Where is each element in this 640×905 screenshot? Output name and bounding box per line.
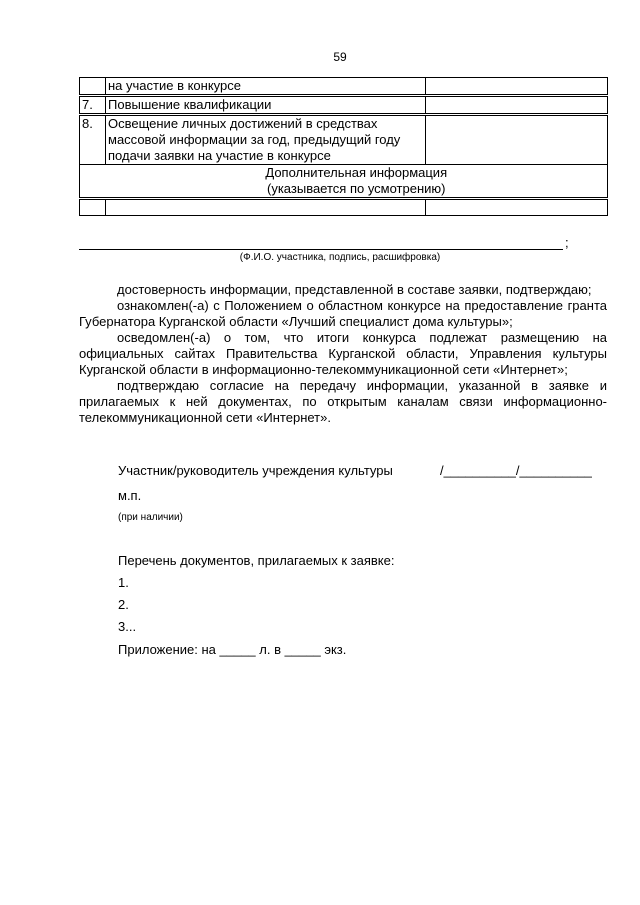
- table-row-additional-info: [80, 165, 608, 199]
- table-row: [80, 96, 608, 115]
- approval-label: Участник/руководитель учреждения культуры: [118, 463, 393, 478]
- stamp-label: м.п.: [118, 488, 142, 503]
- table-row: [80, 115, 608, 165]
- row-number: 7.: [80, 96, 106, 115]
- signature-caption: (Ф.И.О. участника, подпись, расшифровка): [239, 252, 441, 263]
- page-number: 59: [333, 50, 347, 64]
- stamp-note: (при наличии): [118, 512, 183, 523]
- statements-block: [79, 282, 607, 426]
- statement-informed: осведомлен(-а) о том, что итоги конкурса подлежат размещению на официальных сайтах Правительства Курганской области, Управления культуры Курганской области в информационно-телекоммуникационной сети «Интернет»;: [79, 330, 607, 377]
- attachment-line: Приложение: на _____ л. в _____ экз.: [118, 642, 347, 657]
- additional-info-subtitle: (указывается по усмотрению): [267, 181, 446, 196]
- statement-acquainted: ознакомлен(-а) с Положением о областном конкурсе на предоставление гранта Губернатора Курганской области «Лучший специалист дома культуры»;: [79, 298, 607, 329]
- approval-signature-blanks: /__________/__________: [440, 463, 592, 478]
- document-item: 3...: [118, 619, 137, 634]
- row-number: 8.: [80, 115, 106, 165]
- additional-info-header: [106, 165, 608, 199]
- documents-heading: Перечень документов, прилагаемых к заявке:: [118, 553, 395, 568]
- document-item: 2.: [118, 597, 129, 612]
- row-value: [426, 115, 608, 165]
- application-form-table: [79, 77, 608, 216]
- row-value: [426, 78, 608, 96]
- empty-cell: [80, 165, 106, 199]
- statement-consent: подтверждаю согласие на передачу информации, указанной в заявке и прилагаемых к ней документах, по открытым каналам связи информационно-телекоммуникационной сети «Интернет».: [79, 378, 607, 425]
- row-text: Освещение личных достижений в средствах массовой информации за год, предыдущий году подачи заявки на участие в конкурсе: [106, 115, 426, 165]
- row-value: [426, 96, 608, 115]
- row-text: на участие в конкурсе: [106, 78, 426, 96]
- table-row-empty: [80, 199, 608, 216]
- document-item: 1.: [118, 575, 129, 590]
- row-number: [80, 78, 106, 96]
- table-row: [80, 78, 608, 96]
- empty-cell: [106, 199, 426, 216]
- signature-line: [79, 238, 563, 250]
- additional-info-title: Дополнительная информация: [265, 165, 448, 180]
- row-text: Повышение квалификации: [106, 96, 426, 115]
- empty-cell: [80, 199, 106, 216]
- statement-accuracy: достоверность информации, представленной в составе заявки, подтверждаю;: [117, 282, 592, 297]
- signature-semicolon: ;: [565, 235, 569, 250]
- empty-cell: [426, 199, 608, 216]
